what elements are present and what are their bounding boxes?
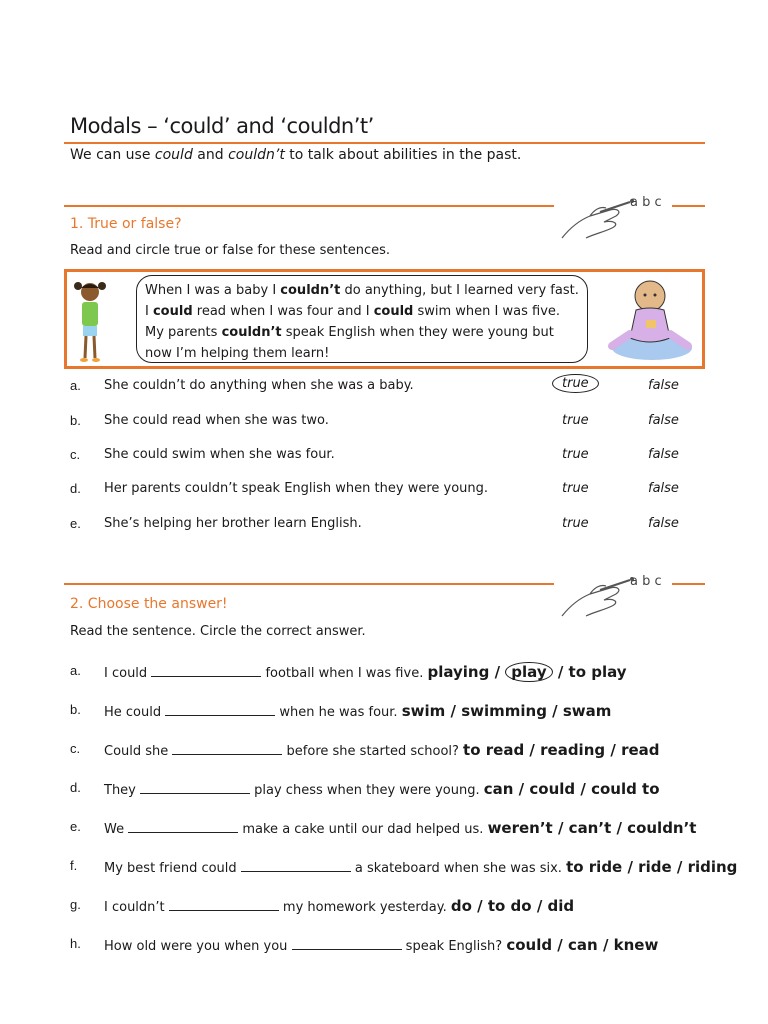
row-letter: e. <box>70 516 81 531</box>
bubble-text: do anything, but I learned very fast. I <box>145 283 579 319</box>
bubble-text: speak English when they were young but now I’m helping them learn! <box>145 325 554 361</box>
answer-choices <box>402 702 612 720</box>
bubble-bold-text: could <box>152 304 193 319</box>
statement-text: She could swim when she was four. <box>104 447 335 462</box>
choice-separator: / <box>671 858 688 876</box>
sentence-before: He could <box>104 705 166 720</box>
answer-option[interactable]: to ride <box>566 858 623 876</box>
choice-separator: / <box>513 780 530 798</box>
choice-separator: / <box>552 819 569 837</box>
intro-middle: and <box>192 147 229 163</box>
row-letter: h. <box>70 936 81 951</box>
bubble-bold-text: could <box>373 304 414 319</box>
answer-option[interactable]: swam <box>562 702 612 720</box>
choice-separator: / <box>597 936 614 954</box>
row-letter: b. <box>70 413 81 428</box>
row-letter: c. <box>70 741 81 756</box>
answer-option[interactable]: do <box>450 897 472 915</box>
answer-option[interactable]: reading <box>540 741 606 759</box>
answer-choices <box>506 936 658 954</box>
section2-divider-right <box>672 583 705 585</box>
sentence <box>104 741 660 759</box>
statement-text: Her parents couldn’t speak English when they were young. <box>104 481 489 496</box>
sentence-before: Could she <box>104 744 173 759</box>
girl-illustration <box>70 276 110 366</box>
sentence <box>104 936 658 954</box>
answer-option[interactable]: ride <box>638 858 672 876</box>
choice-separator: / <box>524 741 541 759</box>
sentence <box>104 819 696 837</box>
answer-option[interactable]: swim <box>401 702 446 720</box>
sentence <box>104 780 660 798</box>
true-option[interactable]: true <box>562 447 589 462</box>
answer-choices <box>488 819 697 837</box>
bubble-text: swim when I was five. My parents <box>145 304 561 340</box>
row-letter: a. <box>70 663 81 678</box>
answer-option[interactable]: riding <box>687 858 738 876</box>
row-letter: e. <box>70 819 81 834</box>
statement-text: She couldn’t do anything when she was a baby. <box>104 378 414 393</box>
abc-label-2: a b c <box>630 574 662 589</box>
answer-option[interactable]: play <box>505 662 552 682</box>
answer-choices <box>484 780 660 798</box>
answer-choices <box>463 741 659 759</box>
choice-separator: / <box>622 858 639 876</box>
baby-illustration <box>604 276 694 364</box>
bubble-text: read when I was four and I <box>192 304 374 319</box>
answer-blank[interactable] <box>140 781 250 794</box>
section2-title: 2. Choose the answer! <box>70 596 228 612</box>
statement-text: She’s helping her brother learn English. <box>104 516 362 531</box>
choice-separator: / <box>546 702 563 720</box>
true-option[interactable]: true <box>552 376 599 391</box>
answer-blank[interactable] <box>169 898 279 911</box>
answer-option[interactable]: can <box>483 780 514 798</box>
row-letter: d. <box>70 780 81 795</box>
sentence-after: football when I was five. <box>261 666 428 681</box>
answer-blank[interactable] <box>128 820 238 833</box>
answer-choices <box>566 858 737 876</box>
false-option[interactable]: false <box>648 481 679 496</box>
sentence-after: speak English? <box>401 939 507 954</box>
intro-text <box>70 147 521 163</box>
statement-text: She could read when she was two. <box>104 413 329 428</box>
answer-option[interactable]: can <box>568 936 598 954</box>
intro-word-could: could <box>154 147 193 163</box>
answer-blank[interactable] <box>241 859 351 872</box>
true-option[interactable]: true <box>562 481 589 496</box>
choice-separator: / <box>489 663 506 681</box>
sentence-after: before she started school? <box>282 744 464 759</box>
sentence-before: I could <box>104 666 152 681</box>
sentence-before: My best friend could <box>104 861 241 876</box>
answer-option[interactable]: could <box>529 780 576 798</box>
sentence-after: a skateboard when she was six. <box>350 861 567 876</box>
sentence-before: We <box>104 822 129 837</box>
bubble-bold-text: couldn’t <box>221 325 282 340</box>
choice-separator: / <box>531 897 548 915</box>
true-option[interactable]: true <box>562 516 589 531</box>
choice-separator: / <box>552 663 569 681</box>
answer-option[interactable]: swimming <box>461 702 547 720</box>
row-letter: f. <box>70 858 78 873</box>
sentence-after: my homework yesterday. <box>278 900 451 915</box>
row-letter: a. <box>70 378 81 393</box>
answer-blank[interactable] <box>165 703 275 716</box>
answer-option[interactable]: weren’t <box>487 819 553 837</box>
sentence-before: They <box>104 783 141 798</box>
sentence <box>104 663 627 681</box>
section1-divider-right <box>672 205 705 207</box>
answer-option[interactable]: can’t <box>568 819 612 837</box>
row-letter: b. <box>70 702 81 717</box>
sentence-after: when he was four. <box>275 705 402 720</box>
true-option[interactable]: true <box>562 413 589 428</box>
false-option[interactable]: false <box>648 378 679 393</box>
row-letter: g. <box>70 897 81 912</box>
answer-option[interactable]: to read <box>463 741 525 759</box>
intro-after: to talk about abilities in the past. <box>284 147 522 163</box>
speech-bubble <box>136 275 588 363</box>
answer-option[interactable]: could to <box>591 780 660 798</box>
answer-choices <box>427 662 626 682</box>
answer-blank[interactable] <box>151 664 261 677</box>
choice-separator: / <box>605 741 622 759</box>
section1-title: 1. True or false? <box>70 216 182 232</box>
row-letter: d. <box>70 481 81 496</box>
answer-option[interactable]: could <box>506 936 553 954</box>
sentence <box>104 702 611 720</box>
answer-blank[interactable] <box>172 742 282 755</box>
false-option[interactable]: false <box>648 516 679 531</box>
section2-instruction: Read the sentence. Circle the correct answer. <box>70 624 366 639</box>
sentence-before: How old were you when you <box>104 939 292 954</box>
bubble-text: When I was a baby I <box>145 283 281 298</box>
answer-option[interactable]: did <box>547 897 575 915</box>
bubble-bold-text: couldn’t <box>280 283 341 298</box>
title-divider <box>64 142 705 144</box>
false-option[interactable]: false <box>648 447 679 462</box>
intro-word-couldnt: couldn’t <box>228 147 285 163</box>
section1-instruction: Read and circle true or false for these sentences. <box>70 243 391 258</box>
choice-separator: / <box>611 819 628 837</box>
sentence <box>104 897 574 915</box>
answer-option[interactable]: playing <box>427 663 490 681</box>
page-title: Modals – ‘could’ and ‘couldn’t’ <box>70 114 374 138</box>
row-letter: c. <box>70 447 81 462</box>
abc-label-1: a b c <box>630 195 662 210</box>
answer-option[interactable]: couldn’t <box>627 819 697 837</box>
sentence-after: play chess when they were young. <box>250 783 484 798</box>
choice-separator: / <box>575 780 592 798</box>
answer-blank[interactable] <box>292 937 402 950</box>
section1-divider-left <box>64 205 554 207</box>
sentence-before: I couldn’t <box>104 900 169 915</box>
answer-option[interactable]: knew <box>613 936 659 954</box>
answer-option[interactable]: to do <box>487 897 532 915</box>
section2-divider-left <box>64 583 554 585</box>
choice-separator: / <box>445 702 462 720</box>
answer-choices <box>451 897 574 915</box>
choice-separator: / <box>552 936 569 954</box>
answer-option[interactable]: read <box>621 741 660 759</box>
choice-separator: / <box>471 897 488 915</box>
sentence <box>104 858 737 876</box>
false-option[interactable]: false <box>648 413 679 428</box>
answer-option[interactable]: to play <box>568 663 627 681</box>
sentence-after: make a cake until our dad helped us. <box>238 822 488 837</box>
intro-before: We can use <box>70 147 155 163</box>
